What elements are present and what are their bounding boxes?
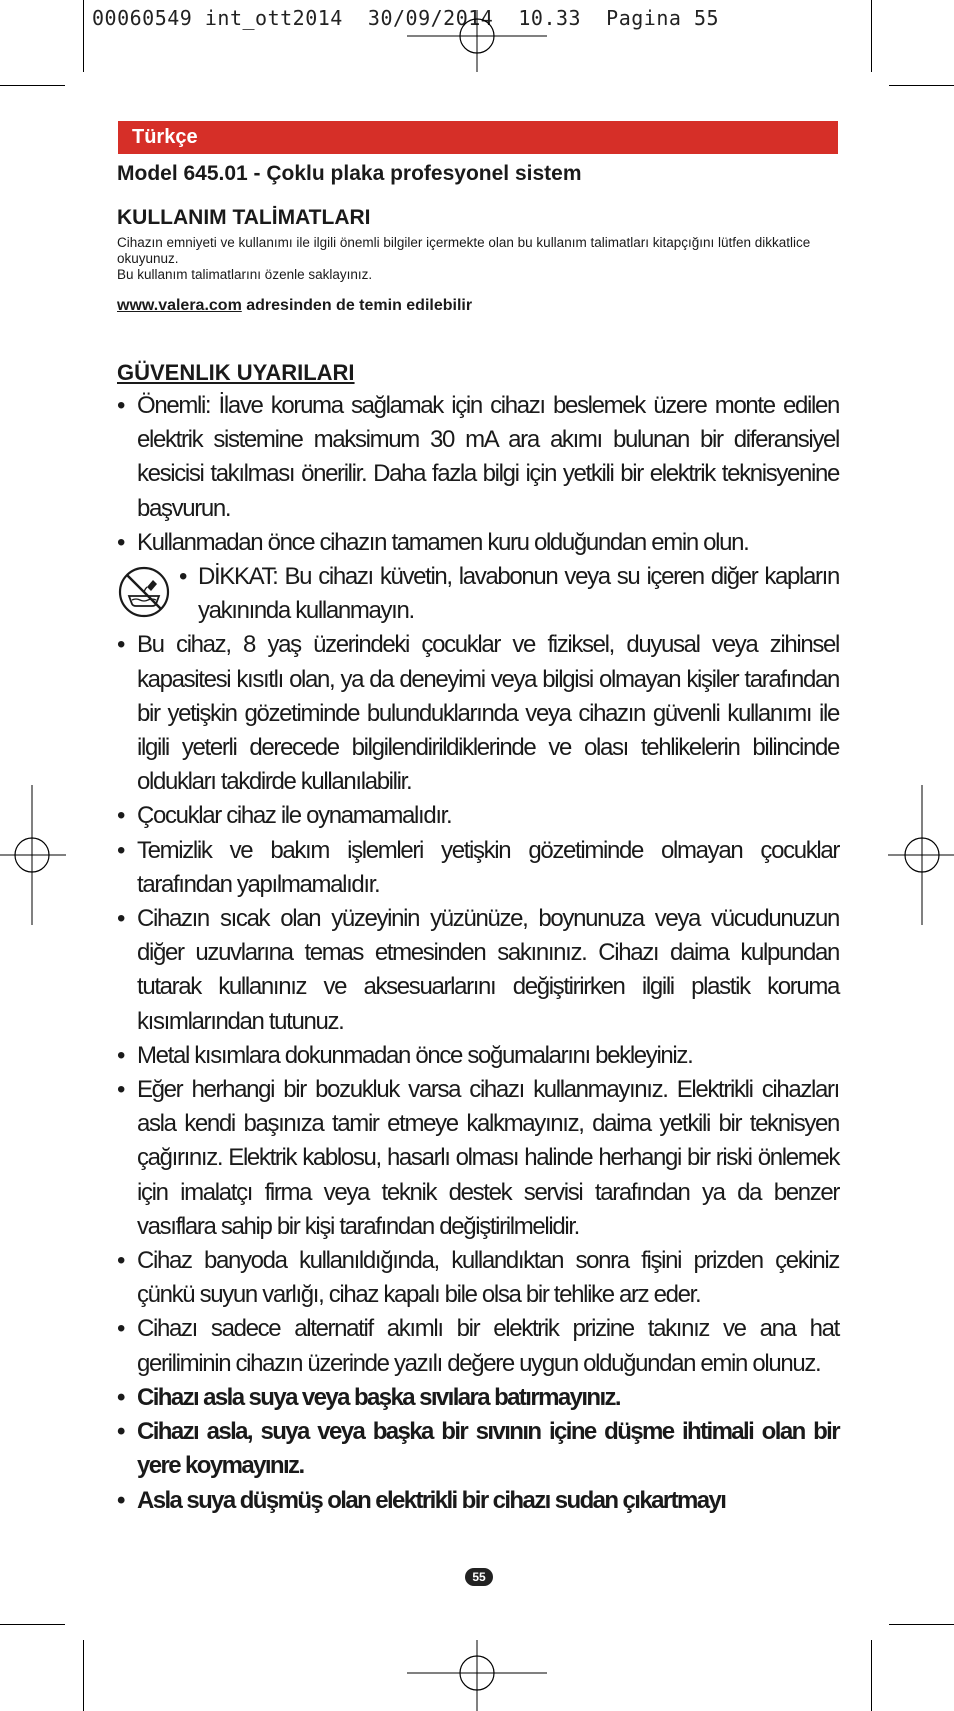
intro-text [117,235,841,283]
crop-mark [871,1640,872,1711]
crop-mark [83,0,84,72]
list-item [117,628,839,799]
bullet: • [117,528,126,556]
safety-item-text: Bu cihaz, 8 yaş üzerindeki çocuklar ve fiziksel, duyusal veya zihinsel kapasitesi kısıtlı olan, ya da deneyimi veya bilgisi olmayan kişiler tarafından bir yetişkin gözetiminde bulunduklarında veya cihazın güvenli kullanımı ile ilgili yeterli derecede bilgilendirildiklerinde ve olası tehlikelerin bilincinde oldukları takdirde kullanılabilir. [137,631,839,796]
bullet: • [117,1383,126,1411]
safety-heading: GÜVENLIK UYARILARI [117,360,355,385]
registration-mark-icon [0,785,66,925]
print-slug-line: 00060549 int_ott2014 30/09/2014 10.33 Pagina 55 [92,6,720,30]
registration-mark-icon [407,1640,547,1711]
bullet: • [179,563,188,591]
instructions-heading: KULLANIM TALİMATLARI [117,206,371,229]
crop-mark [889,85,954,86]
list-item [117,1073,839,1244]
list-item [117,902,839,1039]
safety-item-text: DİKKAT: Bu cihazı küvetin, lavabonun veya su içeren diğer kapların yakınında kullanmayın. [198,563,839,625]
crop-mark [83,1640,84,1711]
list-item-bold [117,1484,839,1518]
no-water-bath-icon [115,563,173,621]
safety-item-text: Temizlik ve bakım işlemleri yetişkin gözetiminde olmayan çocuklar tarafından yapılmamalıdır. [137,836,839,898]
bullet: • [117,905,126,933]
crop-mark [871,0,872,72]
bullet: • [117,1418,126,1446]
list-item [117,1312,839,1380]
list-item [117,1039,839,1073]
list-item-bold [117,1381,839,1415]
list-item-warning [117,560,839,628]
availability-note [117,297,472,315]
intro-paragraph: Cihazın emniyeti ve kullanımı ile ilgili önemli bilgiler içermekte olan bu kullanım talimatları kitapçığını lütfen dikkatlice okuyunuz. [117,235,811,266]
registration-mark-icon [407,10,547,72]
page-number-badge: 55 [465,1568,493,1586]
safety-item-text: Metal kısımlara dokunmadan önce soğumalarını bekleyiniz. [137,1041,693,1069]
list-item-bold [117,1415,839,1483]
availability-text: adresinden de temin edilebilir [241,297,473,314]
safety-item-text: Cihazın sıcak olan yüzeyinin yüzünüze, boynunuza veya vücudunuzun diğer uzuvlarına temas etmesinden sakınınız. Cihazı daima kulpundan tutarak kullanınız ve aksesuarlarını değiştirirken ilgili plastik koruma kısımlarından tutunuz. [137,905,839,1035]
bullet: • [117,1041,126,1069]
bullet: • [117,1486,126,1514]
list-item [117,799,839,833]
safety-item-text: Asla suya düşmüş olan elektrikli bir cihazı sudan çıkartmayı [137,1486,726,1514]
safety-item-text: Kullanmadan önce cihazın tamamen kuru olduğundan emin olun. [137,528,749,556]
bullet: • [117,631,126,659]
language-header-bar [118,121,838,154]
safety-warnings-list [117,389,839,1518]
crop-mark [889,1624,954,1625]
safety-item-text: Eğer herhangi bir bozukluk varsa cihazı kullanmayınız. Elektrikli cihazları asla kendi başınıza tamir etmeye kalkmayınız, daima yetkili bir teknisyen çağırınız. Elektrik kablosu, hasarlı olması halinde herhangi bir riski önlemek için imalatçı firma veya teknik destek servisi tarafından ya da benzer vasıflara sahip bir kişi tarafından değiştirilmelidir. [137,1076,839,1240]
bullet: • [117,1315,126,1343]
bullet: • [117,392,126,419]
safety-item-text: Cihazı asla suya veya başka sıvılara batırmayınız. [137,1383,620,1411]
safety-item-text: Cihaz banyoda kullanıldığında, kullandıktan sonra fişini prizden çekiniz çünkü suyun varlığı, cihaz kapalı bile olsa bir tehlike arz eder. [137,1247,839,1309]
list-item [117,389,839,526]
list-item [117,1244,839,1312]
safety-item-text: Çocuklar cihaz ile oynamamalıdır. [137,802,452,830]
bullet: • [117,1247,126,1275]
registration-mark-icon [888,785,954,925]
website-link[interactable]: www.valera.com [117,297,242,314]
language-label: Türkçe [132,126,198,148]
safety-item-text: Cihazı asla, suya veya başka bir sıvının içine düşme ihtimali olan bir yere koymayınız. [137,1418,839,1480]
bullet: • [117,802,126,830]
intro-paragraph: Bu kullanım talimatlarını özenle saklayınız. [117,267,373,282]
safety-item-text: Cihazı sadece alternatif akımlı bir elektrik prizine takınız ve ana hat geriliminin cihazın üzerinde yazılı değere uygun olduğundan emin olunuz. [137,1315,839,1377]
bullet: • [117,836,126,864]
crop-mark [0,1624,65,1625]
safety-item-text: Önemli: İlave koruma sağlamak için cihazı beslemek üzere monte edilen elektrik sistemine maksimum 30 mA ara akımı bulunan bir diferansiyel kesicisi takılması önerilir. Daha fazla bilgi için yetkili bir elektrik teknisyenine başvurun. [137,392,839,522]
crop-mark [0,85,65,86]
model-title: Model 645.01 - Çoklu plaka profesyonel sistem [117,162,582,185]
list-item [117,526,839,560]
list-item [117,834,839,902]
bullet: • [117,1076,126,1104]
